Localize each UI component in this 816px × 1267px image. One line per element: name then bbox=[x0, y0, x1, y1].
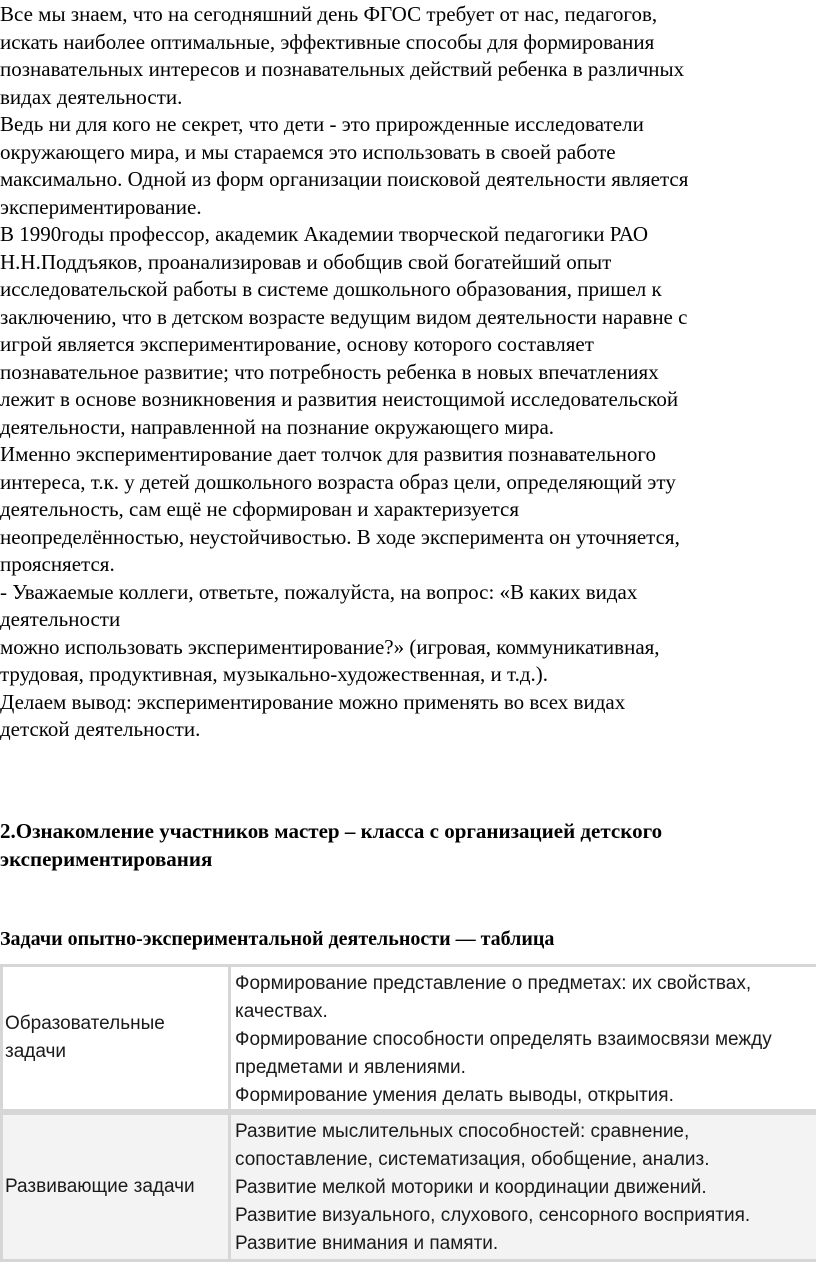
task-line: Развитие мелкой моторики и координации движений. bbox=[235, 1177, 707, 1198]
text-line: видах деятельности. bbox=[0, 84, 183, 109]
task-line: предметами и явлениями. bbox=[235, 1057, 466, 1078]
row-label bbox=[5, 1115, 227, 1259]
text-line: окружающего мира, и мы стараемся это использовать в своей работе bbox=[0, 139, 616, 164]
task-line: Формирование способности определять взаимосвязи между bbox=[235, 1029, 772, 1050]
task-line: качествах. bbox=[235, 1001, 328, 1022]
text-line: искать наиболее оптимальные, эффективные способы для формирования bbox=[0, 29, 655, 54]
text-line: Н.Н.Поддъяков, проанализировав и обобщив свой богатейший опыт bbox=[0, 249, 612, 274]
table-row bbox=[0, 1112, 816, 1262]
row-label-line: Образовательные bbox=[5, 1013, 165, 1034]
text-line: интереса, т.к. у детей дошкольного возраста образ цели, определяющий эту bbox=[0, 469, 676, 494]
text-line: деятельности bbox=[0, 607, 121, 631]
section-heading bbox=[0, 818, 662, 873]
text-line: неопределённостью, неустойчивостью. В ходе эксперимента он уточняется, bbox=[0, 524, 680, 549]
task-line: Развитие визуального, слухового, сенсорного восприятия. bbox=[235, 1205, 751, 1226]
text-line: исследовательской работы в системе дошкольного образования, пришел к bbox=[0, 277, 662, 301]
row-content bbox=[235, 970, 772, 1110]
text-line: деятельности, направленной на познание окружающего мира. bbox=[0, 414, 555, 439]
text-line: В 1990годы профессор, академик Академии творческой педагогики РАО bbox=[0, 222, 648, 246]
text-line: деятельность, сам ещё не сформирован и характеризуется bbox=[0, 497, 520, 521]
text-line: Именно экспериментирование дает толчок для развития познавательного bbox=[0, 442, 657, 466]
text-line: познавательное развитие; что потребность ребенка в новых впечатлениях bbox=[0, 359, 659, 384]
text-line: Все мы знаем, что на сегодняшний день ФГОС требует от нас, педагогов, bbox=[0, 2, 658, 26]
section-heading-line: 2.Ознакомление участников мастер – класса с организацией детского bbox=[0, 819, 663, 843]
task-line: Формирование умения делать выводы, открытия. bbox=[235, 1085, 674, 1106]
text-line: трудовая, продуктивная, музыкально-художественная, и т.д.). bbox=[0, 662, 548, 686]
row-label-line: задачи bbox=[5, 1041, 67, 1062]
text-line: заключению, что в детском возрасте ведущим видом деятельности наравне с bbox=[0, 304, 688, 329]
table-heading: Задачи опытно-экспериментальной деятельности — таблица bbox=[0, 928, 555, 950]
text-line: игрой является экспериментирование, основу которого составляет bbox=[0, 332, 594, 356]
row-label-line: Развивающие задачи bbox=[5, 1176, 195, 1197]
tasks-table bbox=[0, 964, 816, 1262]
text-line: - Уважаемые коллеги, ответьте, пожалуйста, на вопрос: «В каких видах bbox=[0, 579, 638, 604]
text-line: Ведь ни для кого не секрет, что дети - это прирожденные исследователи bbox=[0, 112, 644, 136]
text-line: лежит в основе возникновения и развития неистощимой исследовательской bbox=[0, 387, 679, 411]
task-line: Развитие внимания и памяти. bbox=[235, 1233, 499, 1254]
row-label bbox=[5, 967, 227, 1109]
row-content bbox=[235, 1118, 750, 1258]
text-line: познавательных интересов и познавательных действий ребенка в различных bbox=[0, 57, 685, 81]
section-heading-line: экспериментирования bbox=[0, 846, 213, 871]
text-line: экспериментирование. bbox=[0, 194, 202, 219]
task-line: Развитие мыслительных способностей: сравнение, bbox=[235, 1121, 690, 1142]
task-line: сопоставление, систематизация, обобщение, анализ. bbox=[235, 1149, 710, 1170]
text-line: проясняется. bbox=[0, 552, 115, 576]
intro-text bbox=[0, 1, 816, 744]
task-line: Формирование представление о предметах: их свойствах, bbox=[235, 973, 752, 994]
table-row bbox=[0, 964, 816, 1112]
text-line: можно использовать экспериментирование?» (игровая, коммуникативная, bbox=[0, 634, 660, 659]
text-line: Делаем вывод: экспериментирование можно применять во всех видах bbox=[0, 689, 626, 714]
cell-divider bbox=[228, 967, 231, 1109]
text-line: детской деятельности. bbox=[0, 717, 201, 741]
cell-divider bbox=[228, 1115, 231, 1259]
text-line: максимально. Одной из форм организации поисковой деятельности является bbox=[0, 167, 689, 191]
